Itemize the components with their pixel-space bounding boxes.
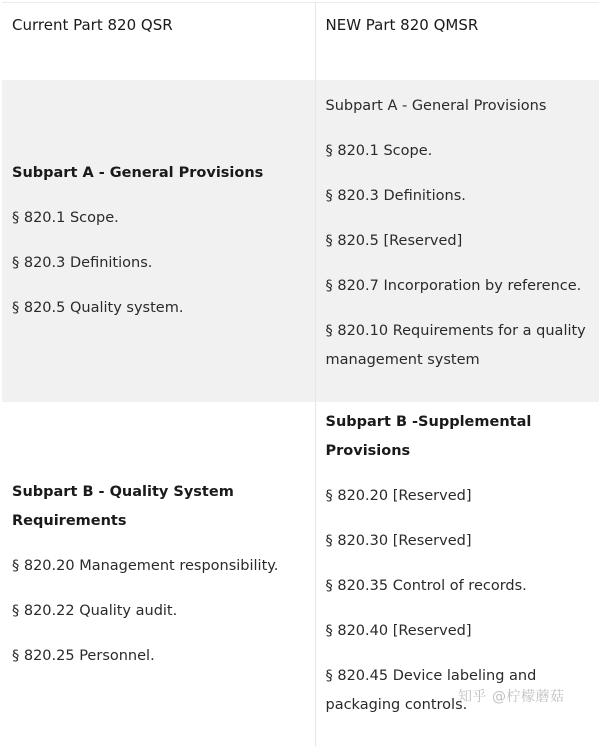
section-item: § 820.20 [Reserved]	[325, 488, 472, 504]
section-item: § 820.7 Incorporation by reference.	[325, 278, 582, 294]
header-current-qsr: Current Part 820 QSR	[2, 3, 315, 81]
cell-current-subpart-a	[2, 80, 315, 402]
section-item: § 820.1 Scope.	[12, 210, 119, 226]
watermark: 知乎 @柠檬蘑菇	[458, 689, 565, 705]
section-item: § 820.20 Management responsibility.	[12, 557, 279, 574]
section-item: § 820.22 Quality audit.	[12, 602, 178, 619]
cell-current-subpart-b	[2, 402, 315, 746]
table-row-subpart-a	[2, 80, 599, 402]
header-new-qmsr: NEW Part 820 QMSR	[315, 3, 599, 81]
section-item: § 820.30 [Reserved]	[325, 533, 472, 549]
section-item: § 820.3 Definitions.	[12, 255, 153, 271]
subpart-title: Subpart A - General Provisions	[325, 98, 547, 114]
cell-new-subpart-b	[315, 402, 599, 746]
section-item: § 820.5 Quality system.	[12, 300, 184, 316]
section-item: § 820.10 Requirements for a quality management system	[325, 323, 586, 368]
section-item: § 820.25 Personnel.	[12, 647, 155, 664]
table-row-subpart-b	[2, 402, 599, 746]
section-item: § 820.35 Control of records.	[325, 578, 527, 594]
subpart-title: Subpart A - General Provisions	[12, 165, 264, 181]
table-header-row	[2, 3, 599, 81]
section-item: § 820.3 Definitions.	[325, 188, 466, 204]
section-item: § 820.45 Device labeling and packaging controls.	[325, 668, 537, 713]
subpart-title: Subpart B - Quality System Requirements	[12, 483, 234, 529]
comparison-table	[2, 2, 599, 746]
section-item: § 820.5 [Reserved]	[325, 233, 463, 249]
section-item: § 820.1 Scope.	[325, 143, 433, 159]
cell-new-subpart-a	[315, 80, 599, 402]
section-item: § 820.40 [Reserved]	[325, 623, 472, 639]
subpart-title: Subpart B -Supplemental Provisions	[325, 414, 532, 459]
